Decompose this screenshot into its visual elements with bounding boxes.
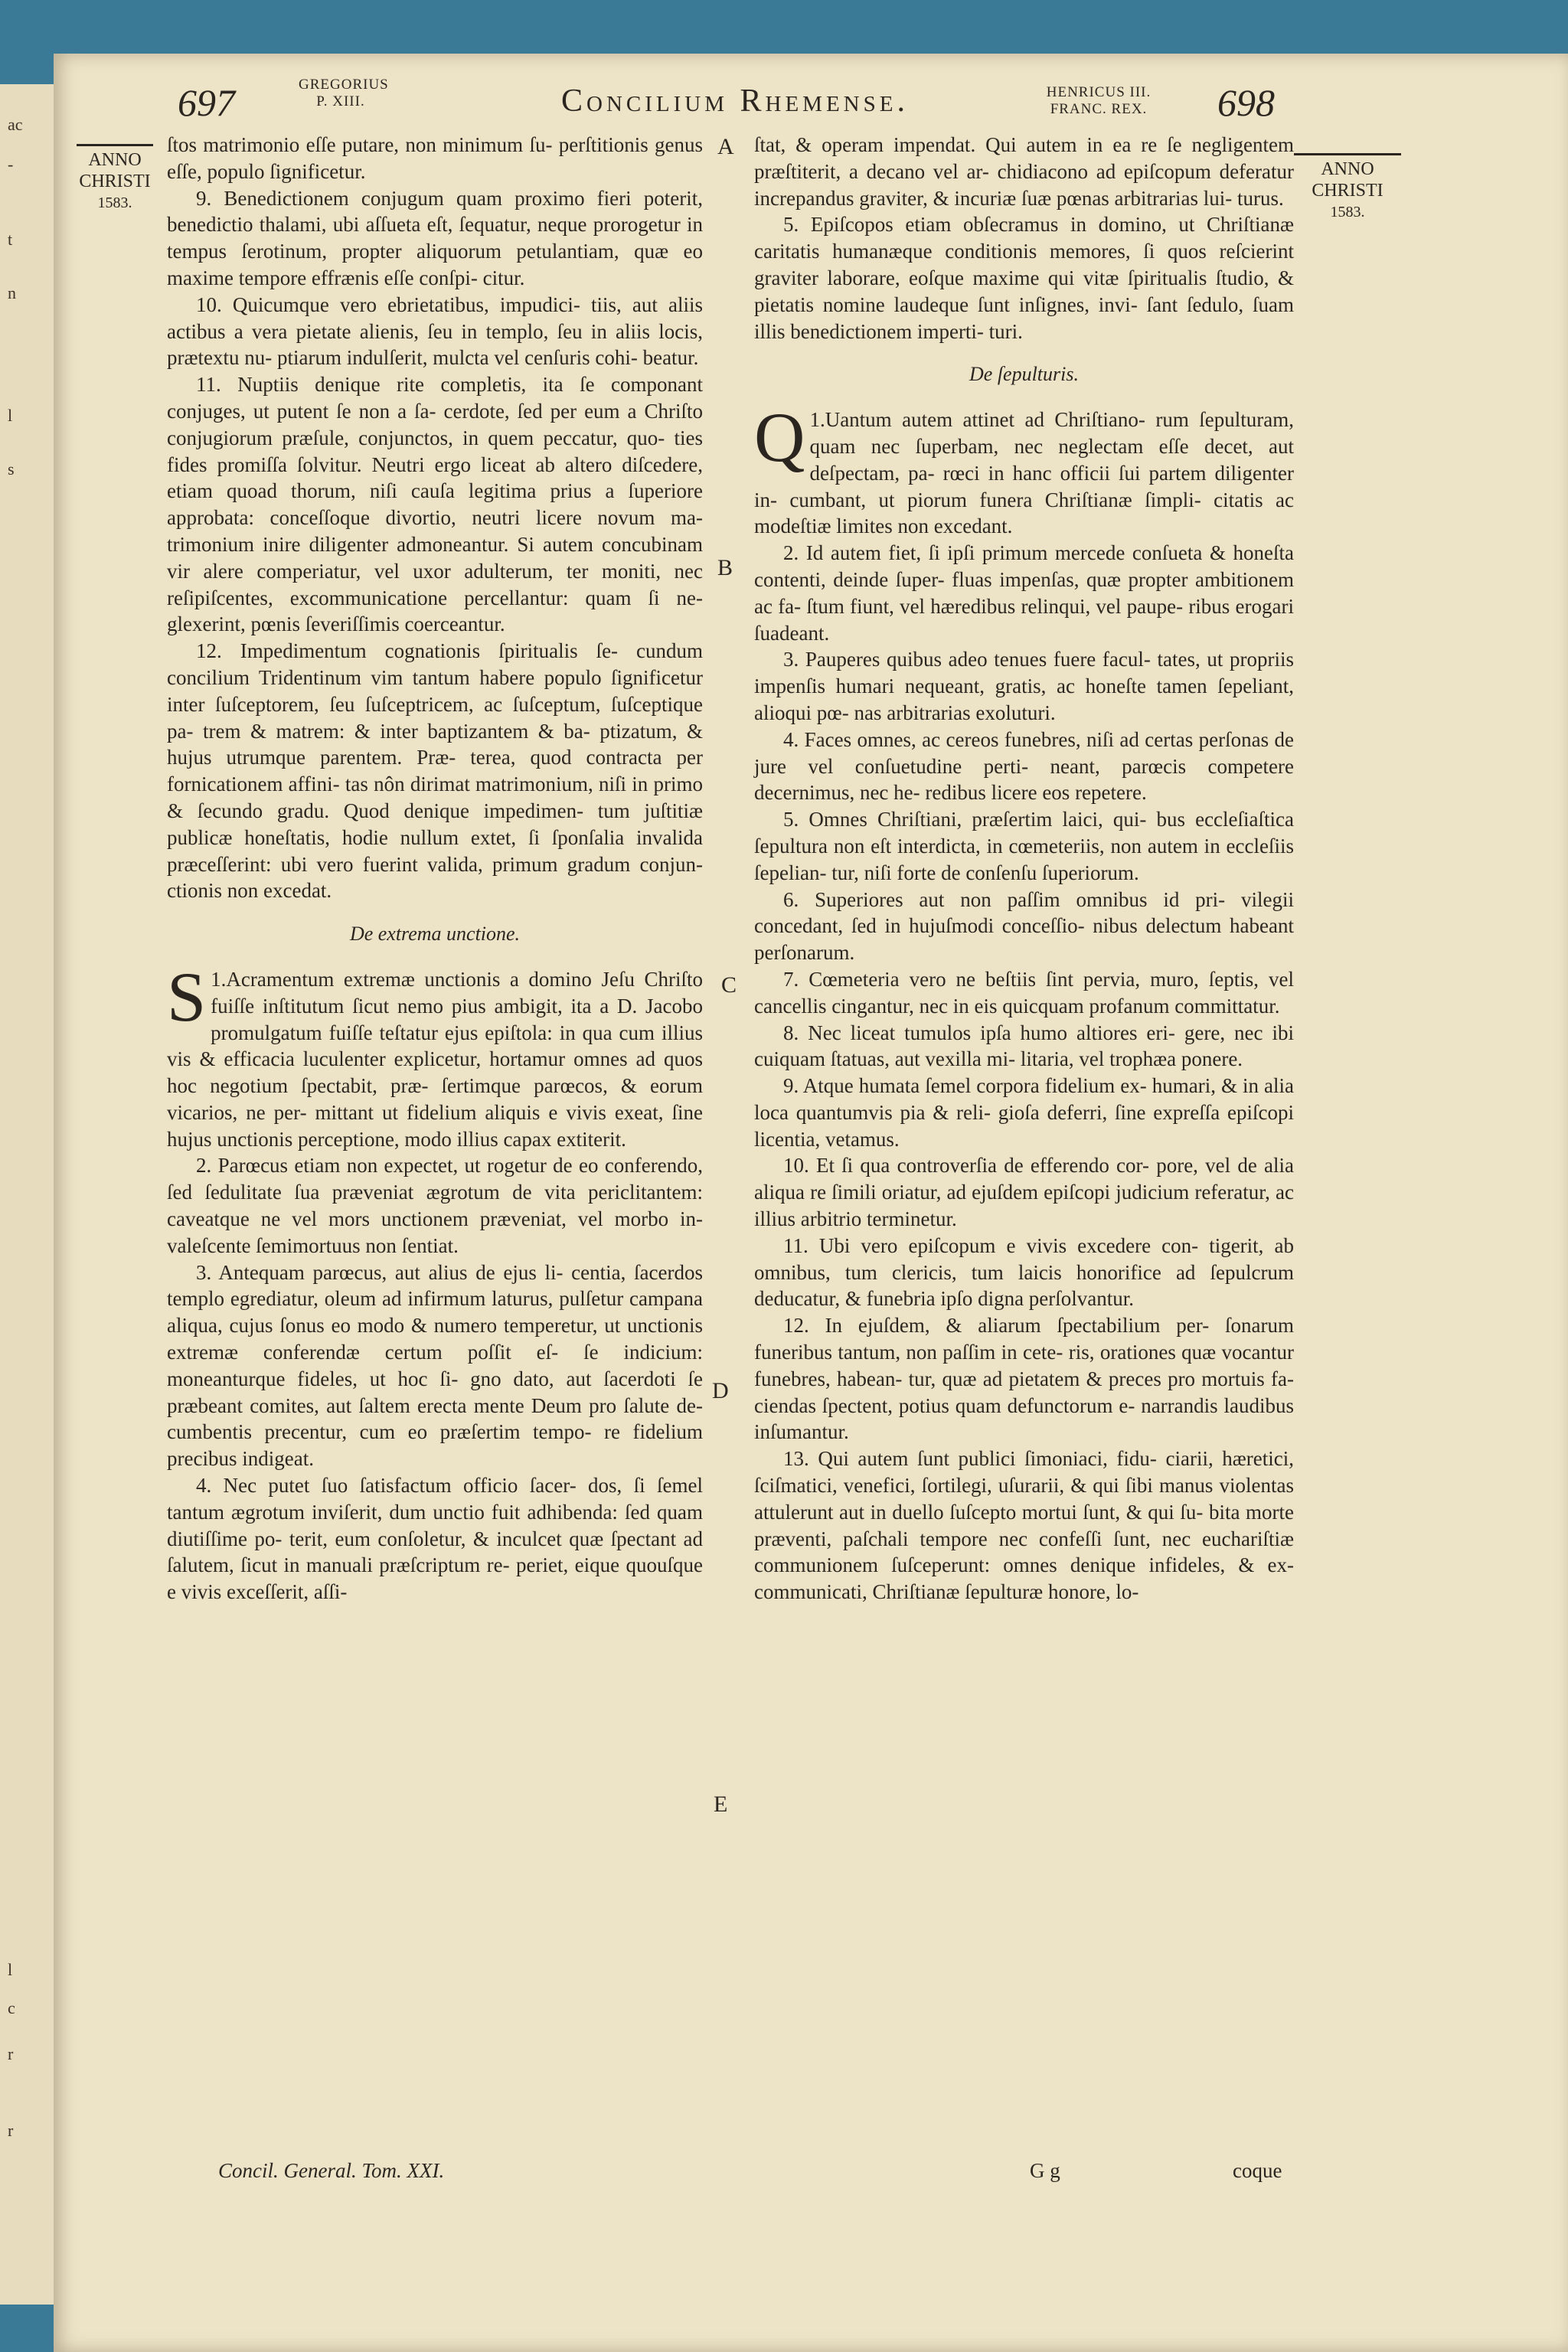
paragraph: 3. Antequam parœcus, aut alius de ejus li- centia, ſacerdos templo egrediatur, oleum ad infirmum laturus, pulſetur campana aliqua, cujus ſonus eo modo & numero temperetur, ut unctionis extremæ conferendæ certum poſſit eſ- ſe indicium: moneanturque fideles, ut hoc ſi- gno dato, aut ſacerdoti ſe præbeant comites, aut ſaltem erecta mente Deum pro ſalute de- cumbentis precentur, cum eo præſertim tempo- re fidelium precibus indigeat. (167, 1260, 703, 1471)
paragraph (167, 957, 703, 1153)
paragraph: 11. Nuptiis denique rite completis, ita ſe componant conjuges, ut putent ſe non a ſa- cerdote, ſed per eum a Chriſto conjugiorum præſule, conjunctos, in quem peccatur, quo- ties fides promiſſa ſolvitur. Neutri ergo liceat ab altero diſcedere, etiam quoad thorum, niſi cauſa legitima prius a ſuperiore approbata: conceſſoque divortio, neutri licere novum ma- trimonium inire diligenter admoneantur. Si autem concubinam vir alere comperiatur, vel uxor adulterum, ter moniti, nec reſipiſcentes, excommunicatione percellantur: quam ſi ne- glexerint, pœnis ſeveriſſimis coerceantur. (167, 373, 703, 636)
paragraph: 10. Quicumque vero ebrietatibus, impudici- tiis, aut aliis actibus a vera pietate alienis, ſeu in templo, ſeu in aliis locis, prætextu nu- ptiarum indulſerit, mulcta vel cenſuris cohi- beatur. (167, 292, 703, 370)
anno-label: ANNO CHRISTI (79, 150, 151, 191)
paragraph: 2. Id autem fiet, ſi ipſi primum mercede conſueta & honeſta contenti, deinde ſuper- fluas impenſas, quæ propter ambitionem ac fa- ſtum fiunt, vel hæredibus relinqui, vel paupe- ribus erogari ſuadeant. (754, 541, 1294, 645)
paragraph (754, 398, 1294, 540)
anno-label: ANNO CHRISTI (1312, 159, 1383, 201)
margin-marker: A (717, 134, 734, 159)
paragraph: 9. Benedictionem conjugum quam proximo fieri poterit, benedictio thalami, ubi aſſueta eſt, ſequatur, neque prorogetur in tempus ſerotinum, propter aliquorum petulantiam, quæ eo maxime tempore effrænis eſſe conſpi- citur. (167, 186, 703, 289)
paragraph-text: Acramentum extremæ unctionis a domino Jeſu Chriſto fuiſſe inſtitutum ſicut nemo pius ambigit, ita a D. Jacobo promulgatum fuiſſe teſtatur ejus epiſtola: in qua cum illius vis & efficacia luculenter explicetur, hortamur omnes ad quos hoc negotium ſpectabit, præ- ſertimque parœcos, & eorum vicarios, ne per- mittant ut fidelium aliquis e vivis exeat, ſine hujus unctionis perceptione, modo illius capax extiterit. (167, 967, 703, 1151)
edge-fragment: - (8, 155, 14, 174)
paragraph: 3. Pauperes quibus adeo tenues fuere facul- tates, ut propriis impenſis humari nequeant, gratis, ac honeſte tamen ſepeliant, alioqui pœ- nas arbitrarias exoluturi. (754, 648, 1294, 724)
paragraph-number: 1. (809, 408, 825, 432)
anno-christi-right (1294, 153, 1401, 223)
running-head-right: HENRICUS III. FRANC. REX. (1046, 84, 1152, 117)
page-header (0, 0, 1568, 124)
paragraph: ſtat, & operam impendat. Qui autem in ea re ſe negligentem præſtiterit, a decano vel ar- chidiacono ad epiſcopum deferatur increpandus graviter, & incuriæ ſuæ pœnas arbitrarias lui- turus. (754, 133, 1294, 210)
paragraph: 4. Faces omnes, ac cereos funebres, niſi ad certas perſonas de jure vel conſuetudine perti- neant, parœcis competere decernimus, nec he- redibus licere eos repetere. (754, 727, 1294, 805)
edge-fragment: l (8, 406, 13, 425)
paragraph: 5. Omnes Chriſtiani, præſertim laici, qui- bus eccleſiaſtica ſepultura non eſt interdicta, in cœmeteriis, non autem in eccleſiis ſepelian- tur, niſi forte de conſenſu ſuperiorum. (754, 808, 1294, 884)
section-heading: De ſepulturis. (969, 363, 1079, 386)
edge-fragment: ac (8, 115, 23, 134)
edge-fragment: r (8, 2121, 14, 2140)
paragraph-text: Uantum autem attinet ad Chriſtiano- rum ſepulturam, quam nec ſuperbam, nec neglectam eſſe decet, aut deſpectam, pa- rœci in hanc officii ſui partem diligenter in- cumbant, ut piorum funera Chriſtianæ ſimpli- citatis ac modeſtiæ limites non excedant. (754, 408, 1294, 538)
paragraph: 5. Epiſcopos etiam obſecramus in domino, ut Chriſtianæ caritatis humanæque conditionis memores, ſi quos reſcierint graviter laborare, eoſque maxime qui vitæ ſpiritualis ſtudio, & pietatis nomine laudeque ſunt inſignes, invi- ſant ſedulo, ſuam illis benedictionem imperti- turi. (754, 213, 1294, 343)
drop-cap: S (167, 957, 207, 1036)
edge-fragment: r (8, 2044, 14, 2063)
paragraph: 12. In ejuſdem, & aliarum ſpectabilium per- ſonarum funeribus tantum, non paſſim in cete- ris, orationes quæ vocantur funebres, habean- tur, quæ ad pietatem & preces pro mortuis fa- ciendas ſpectent, potius quam defunctorum e- narrandis laudibus inſumantur. (754, 1314, 1294, 1444)
margin-marker: D (712, 1378, 729, 1403)
signature-mark: G g (1030, 2159, 1060, 2182)
footer-volume: Concil. General. Tom. XXI. (218, 2159, 445, 2182)
adjacent-page-edge (0, 84, 54, 2305)
catchword: coque (1233, 2159, 1282, 2182)
edge-fragment: n (8, 283, 16, 302)
paragraph: ſtos matrimonio eſſe putare, non minimum ſu- perſtitionis genus eſſe, populo ſignificetur. (167, 133, 703, 183)
page-number-right: 698 (1217, 81, 1275, 124)
paragraph: 11. Ubi vero epiſcopum e vivis excedere con- tigerit, ab omnibus, tum clericis, tum laicis honorifice ad ſepulcrum deducatur, & funebria ipſo digna perſolvantur. (754, 1233, 1294, 1311)
margin-marker: E (714, 1792, 728, 1817)
paragraph: 10. Et ſi qua controverſia de efferendo cor- pore, vel de alia aliqua re ſimili oriatur, ad ejuſdem epiſcopi judicium referatur, ac illius arbitrio terminetur. (754, 1154, 1294, 1231)
paragraph: 13. Qui autem ſunt publici ſimoniaci, fidu- ciarii, hæretici, ſciſmatici, venefici, ſortilegi, uſurarii, & qui ſibi manus violentas attulerunt aut in duello ſuſcepto mortui ſunt, & qui ſu- bita morte præventi, paſchali tempore nec confeſſi ſunt, nec euchariſtiæ communionem ſuſceperunt: omnes denique infideles, & ex- communicati, Chriſtianæ ſepulturæ honore, lo- (754, 1447, 1294, 1604)
page-title: Concilium Rhemense. (561, 83, 909, 119)
drop-cap: Q (754, 398, 805, 477)
edge-fragment: t (8, 230, 13, 249)
paragraph: 8. Nec liceat tumulos ipſa humo altiores eri- gere, nec ibi cuiquam ſtatuas, aut vexilla mi- litaria, vel trophæa ponere. (754, 1021, 1294, 1071)
section-heading: De extrema unctione. (349, 923, 521, 946)
edge-fragment: s (8, 459, 15, 479)
margin-marker: B (717, 555, 733, 580)
edge-fragment: c (8, 1998, 15, 2017)
edge-fragment: l (8, 1960, 13, 1979)
paragraph: 6. Superiores aut non paſſim omnibus id pri- vilegii concedant, ſed in hujuſmodi conceſſio- nibus delectum habeant perſonarum. (754, 887, 1294, 965)
paragraph: 12. Impedimentum cognationis ſpiritualis ſe- cundum concilium Tridentinum vim tantum habere populo ſignificetur inter ſuſceptorem, ſeu ſuſceptricem, ac ſuſceptum, ſuſceptique pa- trem & matrem: & inter baptizantem & ba- ptizatum, & hujus utrumque parentem. Præ- terea, quod contracta per fornicationem affini- tas nôn dirimat matrimonium, niſi in primo & ſecundo gradu. Quod denique impedimen- tum juſtitiæ publicæ honeſtatis, hodie nullum extet, ſi ſponſalia invalida præceſſerint: ubi vero fuerint valida, primum gradum conjun- ctionis non excedat. (167, 639, 703, 903)
anno-christi-left (77, 144, 153, 214)
paragraph-number: 1. (211, 967, 227, 991)
anno-year: 1583. (97, 194, 132, 211)
page-number-left: 697 (178, 81, 235, 124)
anno-year: 1583. (1330, 204, 1365, 220)
right-column (754, 132, 1294, 1606)
paragraph: 7. Cœmeteria vero ne beſtiis ſint pervia, muro, ſeptis, vel cancellis cingantur, nec in eis quicquam profanum committatur. (754, 967, 1294, 1018)
running-head-left: GREGORIUS P. XIII. (299, 77, 389, 109)
paragraph: 4. Nec putet ſuo ſatisfactum officio ſacer- dos, ſi ſemel tantum ægrotum inviſerit, dum unctio fuit adhibenda: ſed quam diutiſſime po- terit, eum conſoletur, & inculcet quæ ſpectant ad ſalutem, ſicut in manuali præſcriptum re- periet, eique quouſque e vivis exceſſerit, aſſi- (167, 1474, 703, 1604)
left-column (167, 132, 703, 1606)
margin-marker: C (721, 972, 737, 998)
paragraph: 2. Parœcus etiam non expectet, ut rogetur de eo conferendo, ſed ſedulitate ſua præveniat ægrotum de vita periclitantem: caveatque ne vel mors unctionem præveniat, vel morbo in- valeſcente ſemimortuus non ſentiat. (167, 1154, 703, 1257)
paragraph: 9. Atque humata ſemel corpora fidelium ex- humari, & in alia loca quantumvis pia & reli- gioſa deferri, ſine expreſſa epiſcopi licentia, vetamus. (754, 1074, 1294, 1151)
